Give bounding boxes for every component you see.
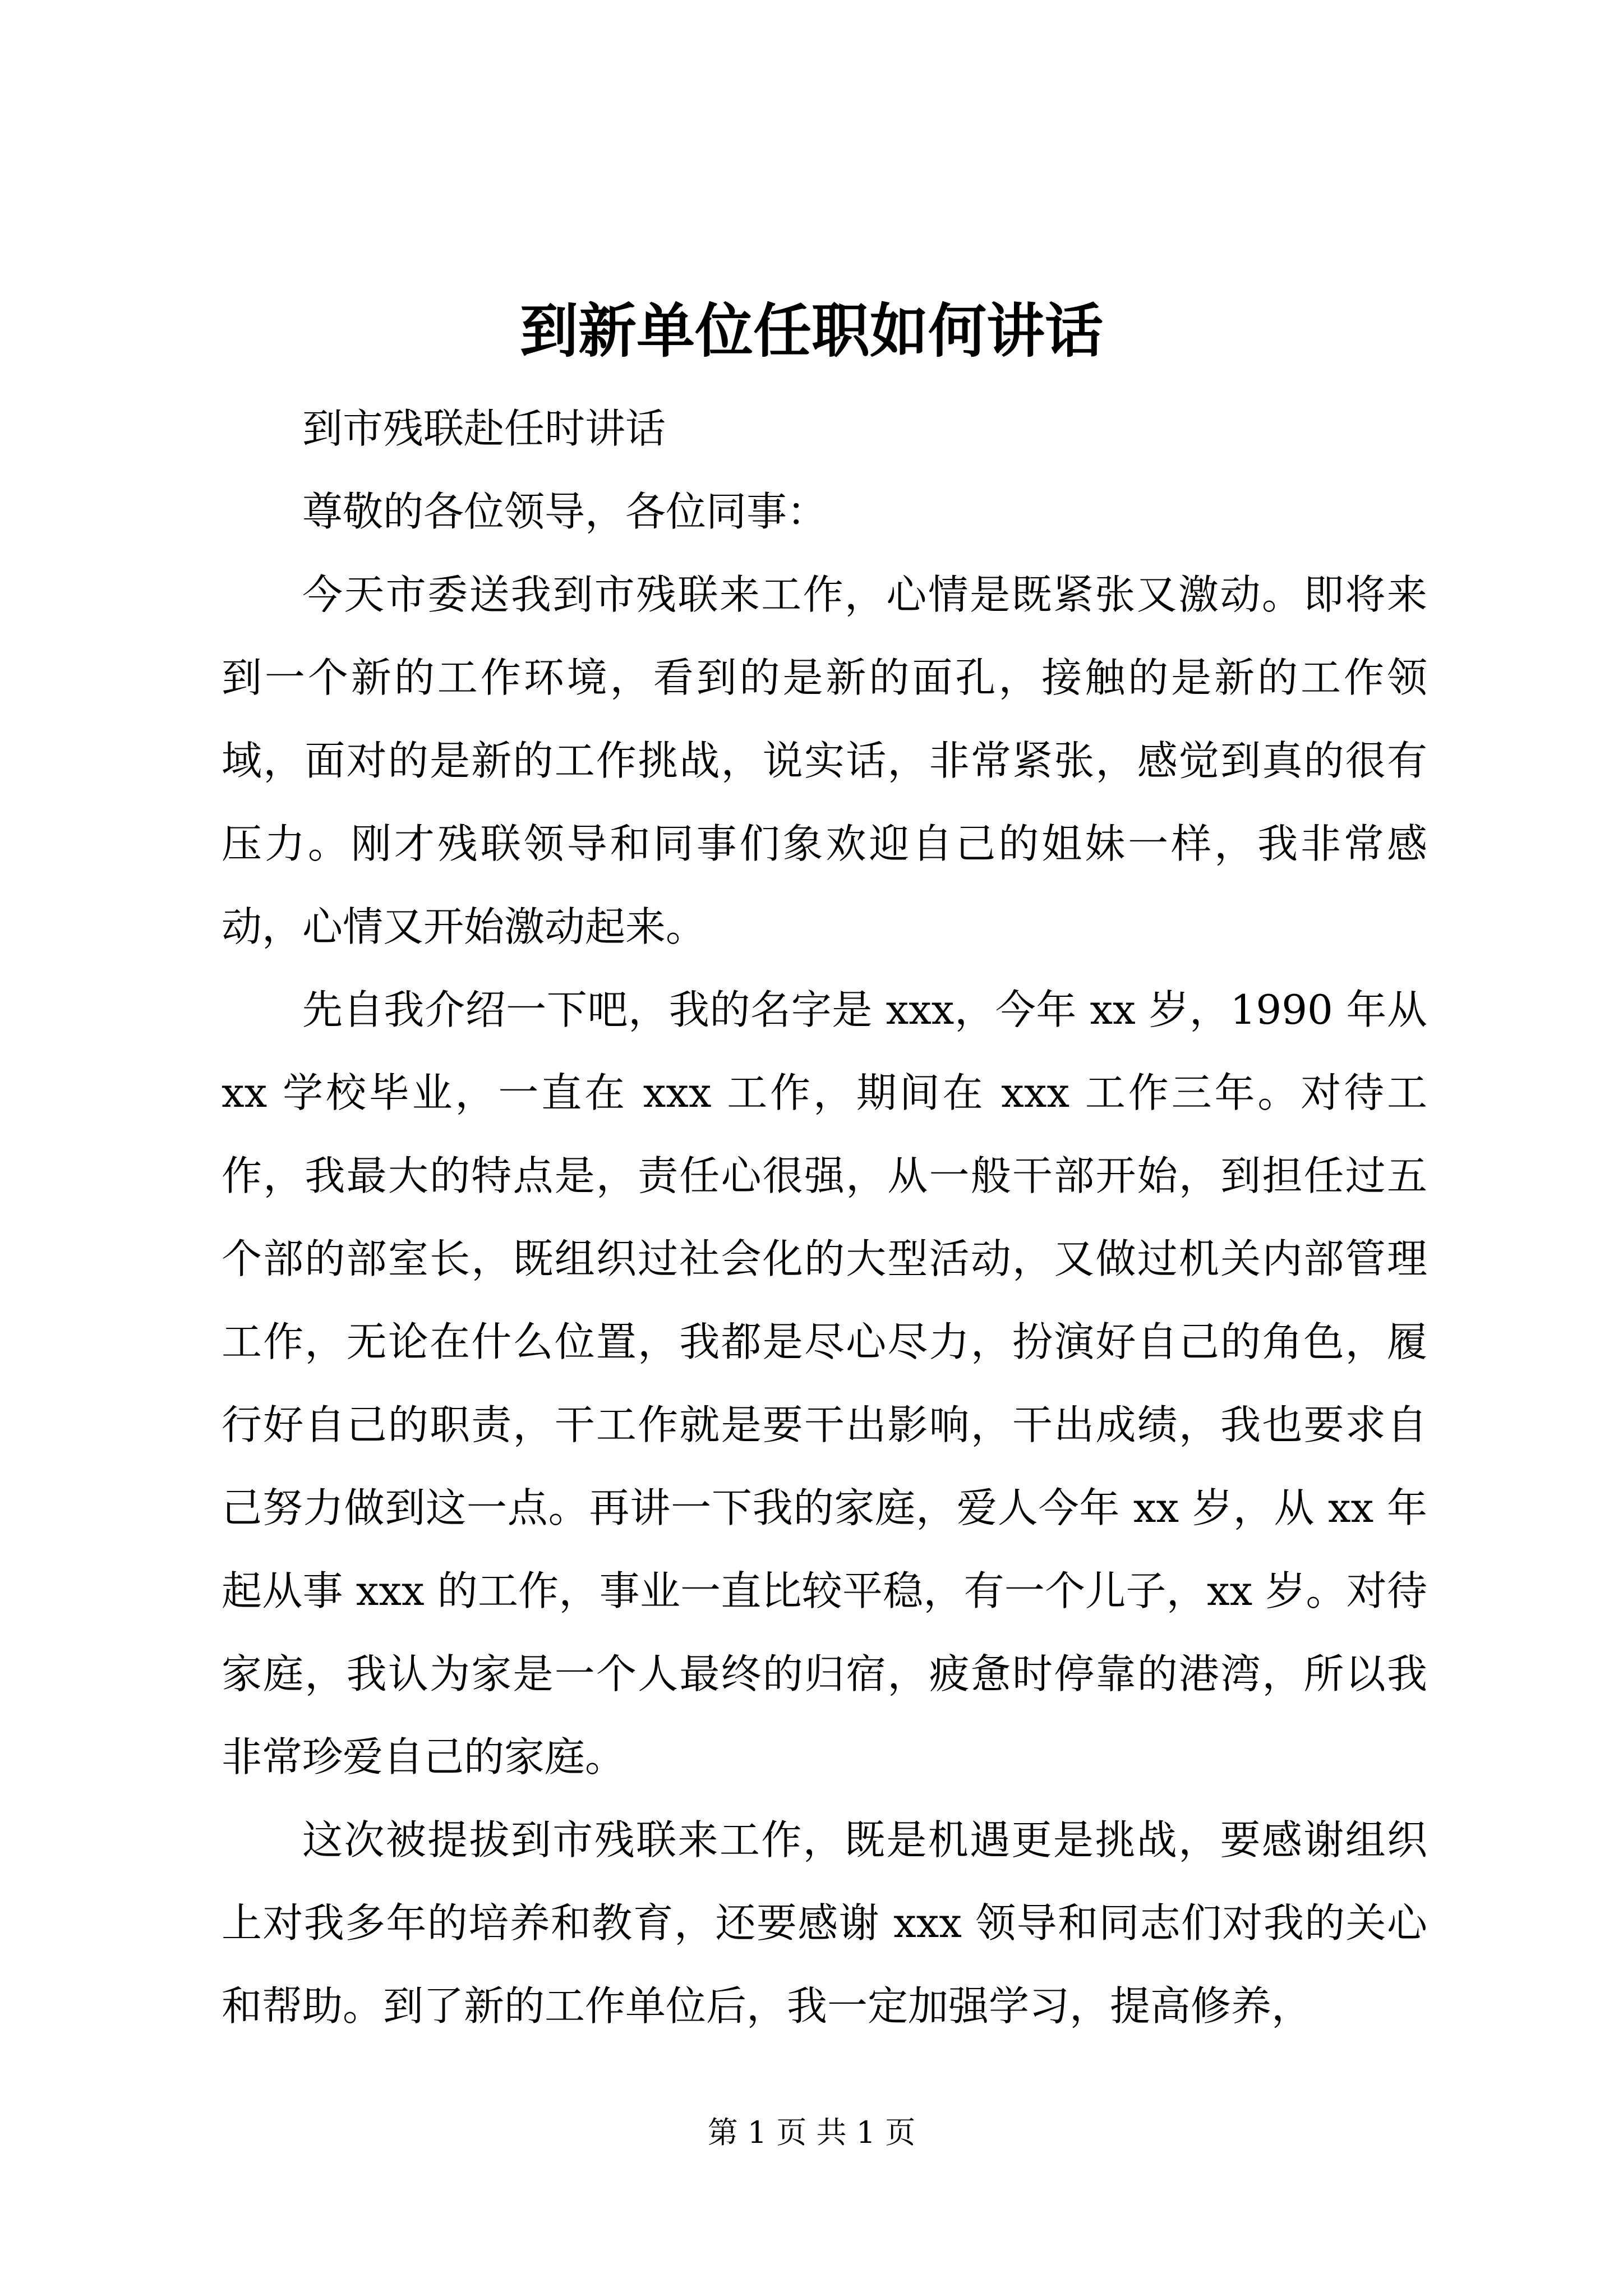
paragraph-subtitle: 到市残联赴任时讲话 <box>302 405 666 452</box>
document-title: 到新单位任职如何讲话 <box>519 296 1103 365</box>
paragraph-3: 这次被提拔到市残联来工作，既是机遇更是挑战，要感谢组织上对我多年的培养和教育，还要感谢 xxx 领导和同志们对我的关心和帮助。到了新的工作单位后，我一定加强学习，提高修养， <box>222 1816 1427 2030</box>
page-footer: 第 1 页 共 1 页 <box>707 2115 916 2150</box>
document-body <box>222 387 1427 2047</box>
paragraph-2: 先自我介绍一下吧，我的名字是 xxx，今年 xx 岁，1990 年从 xx 学校毕业，一直在 xxx 工作，期间在 xxx 工作三年。对待工作，我最大的特点是，责任心很强，从一般干部开始，到担任过五个部的部室长，既组织过社会化的大型活动，又做过机关内部管理工作，无论在什么位置，我都是尽心尽力，扮演好自己的角色，履行好自己的职责，干工作就是要干出影响，干出成绩，我也要求自己努力做到这一点。再讲一下我的家庭，爱人今年 xx 岁，从 xx 年起从事 xxx 的工作，事业一直比较平稳，有一个儿子，xx 岁。对待家庭，我认为家是一个人最终的归宿，疲惫时停靠的港湾，所以我非常珍爱自己的家庭。 <box>222 986 1427 1780</box>
paragraph-salutation: 尊敬的各位领导，各位同事： <box>302 488 828 535</box>
paragraph-1: 今天市委送我到市残联来工作，心情是既紧张又激动。即将来到一个新的工作环境，看到的是新的面孔，接触的是新的工作领域，面对的是新的工作挑战，说实话，非常紧张，感觉到真的很有压力。刚才残联领导和同事们象欢迎自己的姐妹一样，我非常感动，心情又开始激动起来。 <box>222 571 1427 950</box>
